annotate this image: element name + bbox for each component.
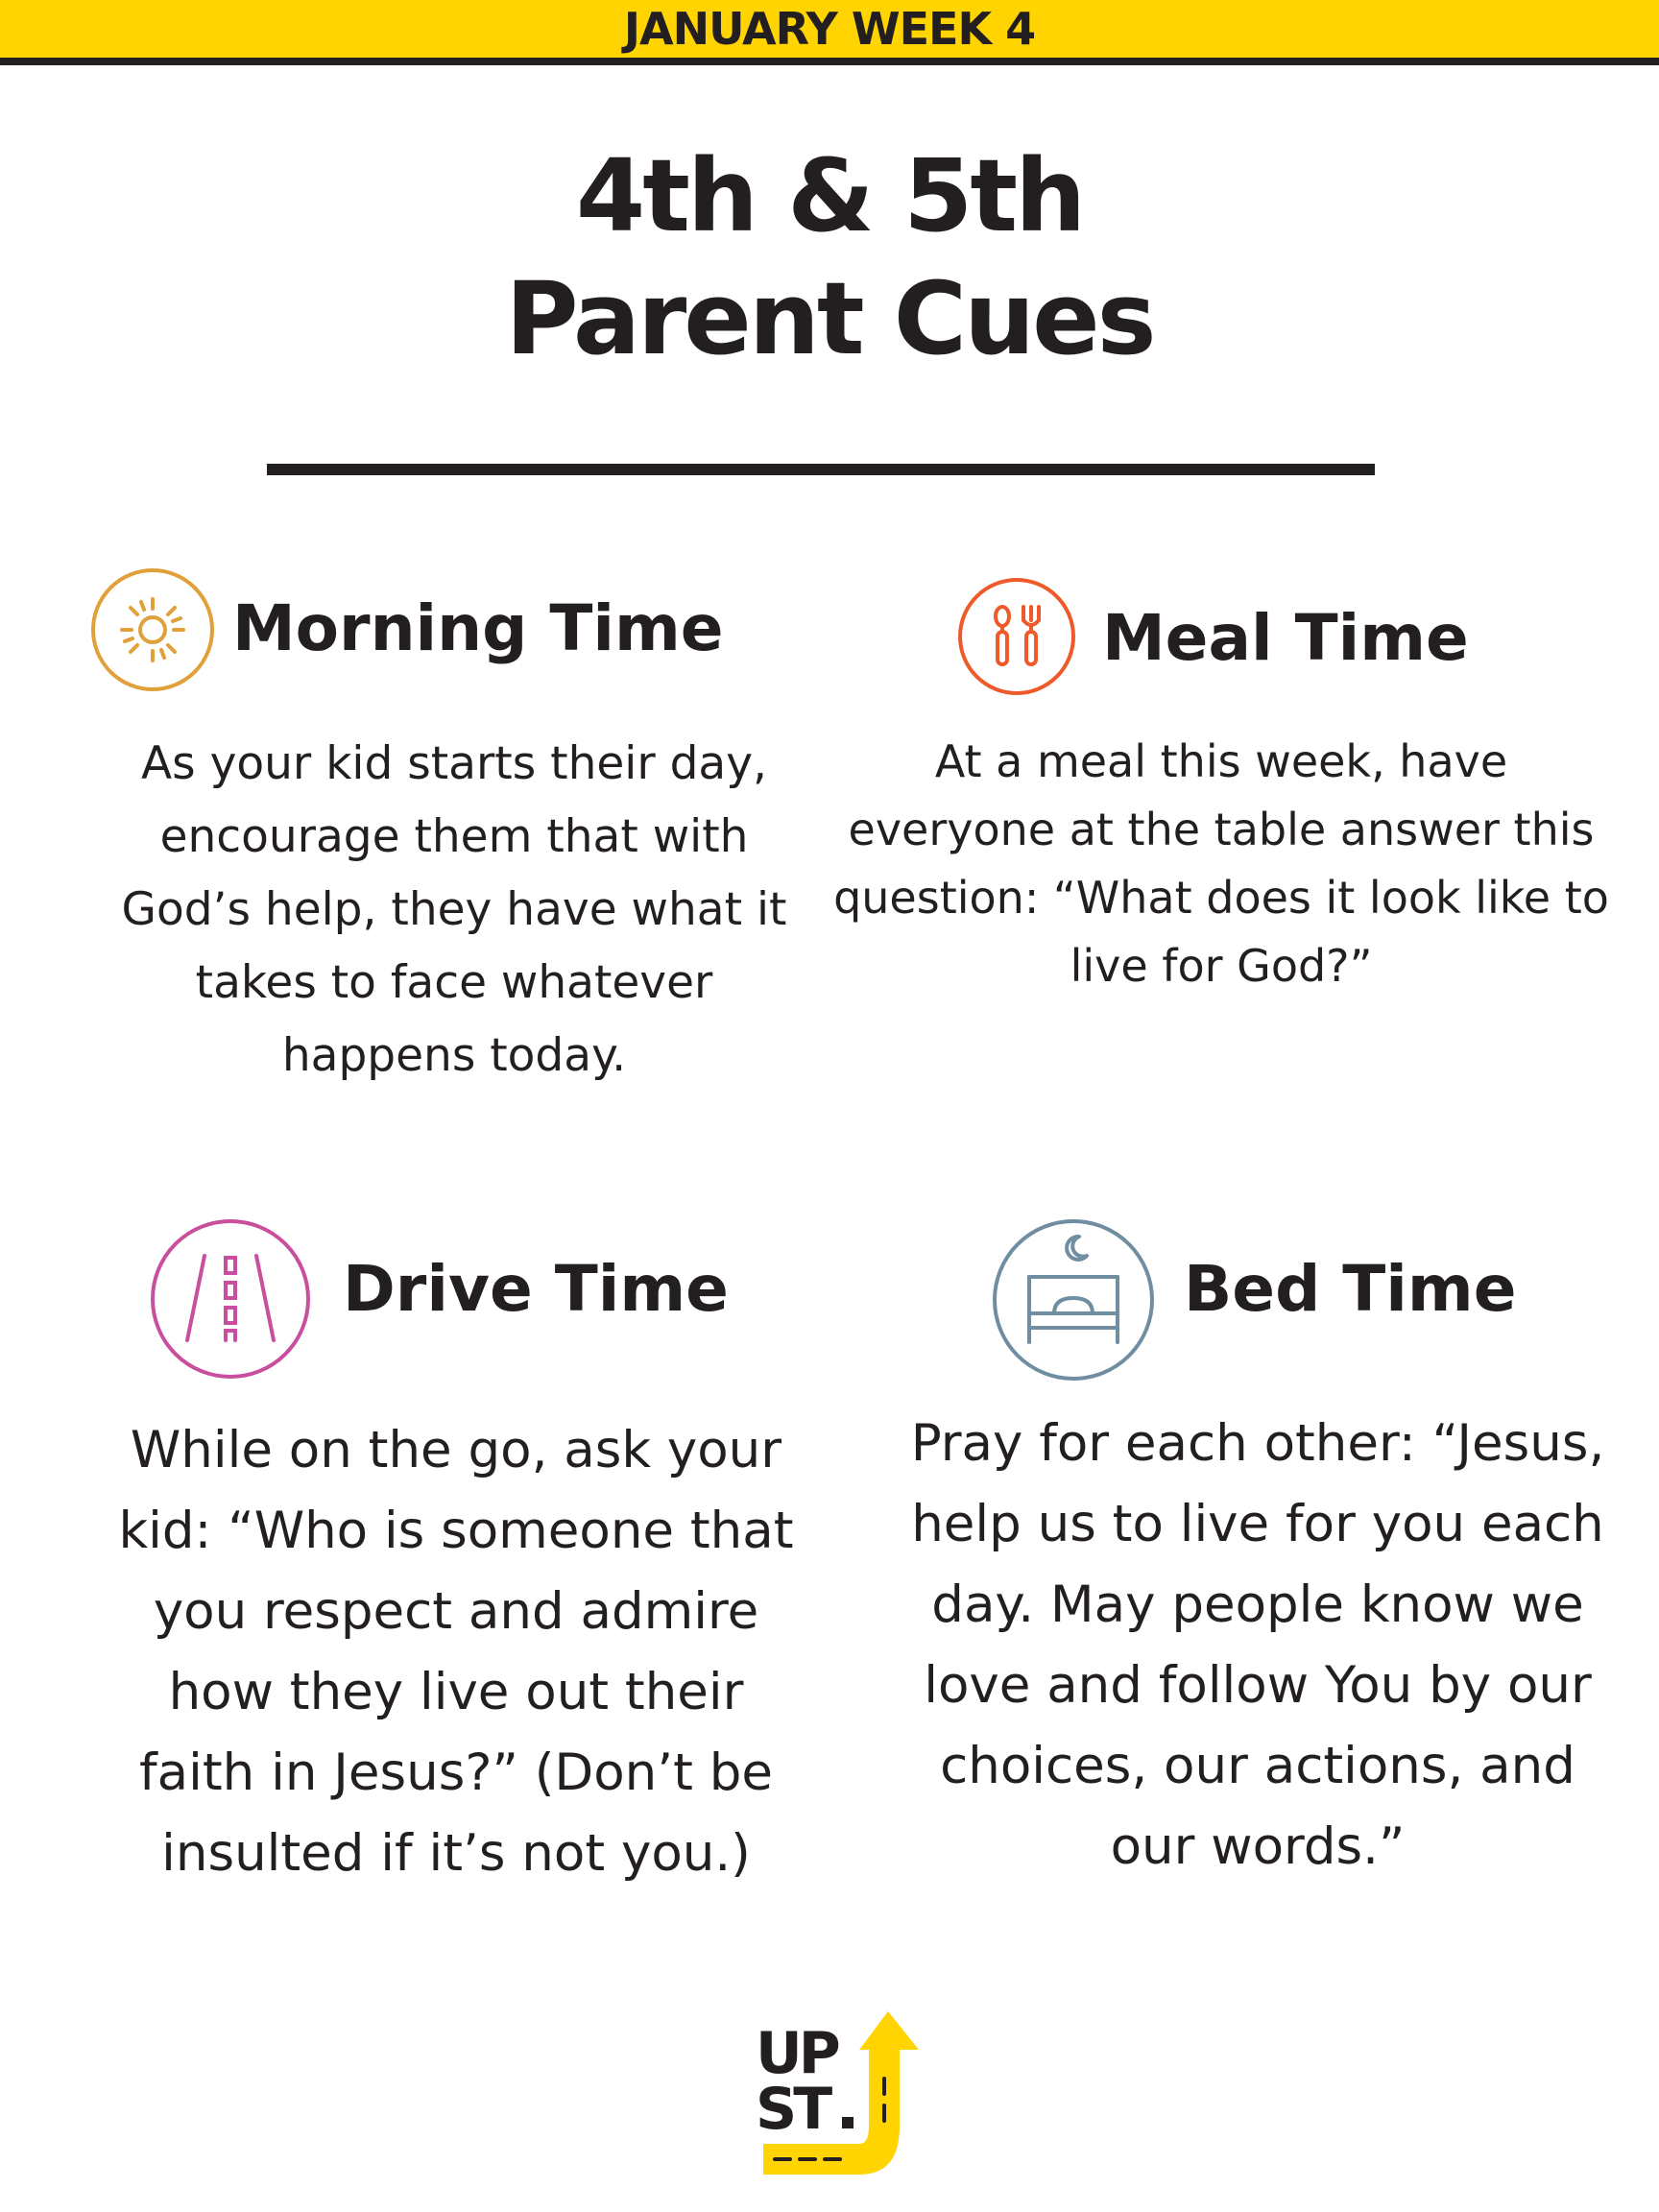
title-line-2: Parent Cues (505, 260, 1154, 377)
road-icon (149, 1217, 312, 1381)
drive-time-heading: Drive Time (343, 1252, 729, 1326)
upstreet-logo (754, 2011, 926, 2184)
bed-time-text: Pray for each other: “Jesus, help us to live for you each day. May people know we love and follow You by our choices, our actions, and our words.” (910, 1414, 1605, 1876)
meal-time-text: At a meal this week, have everyone at the table answer this question: “What does it look like to live for God?” (833, 735, 1609, 992)
utensils-icon (956, 576, 1077, 697)
bed-moon-icon (991, 1217, 1156, 1382)
top-banner (0, 0, 1659, 65)
banner-title: JANUARY WEEK 4 (623, 3, 1036, 55)
title-divider (267, 464, 1375, 475)
drive-time-text: While on the go, ask your kid: “Who is someone that you respect and admire how they live out their faith in Jesus?” (Don’t be insulted if it’s not you.) (118, 1421, 794, 1883)
sun-icon (89, 566, 216, 693)
meal-time-heading: Meal Time (1102, 601, 1469, 675)
morning-time-text: As your kid starts their day, encourage them that with God’s help, they have what it takes to face whatever happens today. (121, 737, 787, 1082)
logo-text-st: ST (756, 2076, 830, 2143)
morning-time-heading: Morning Time (232, 591, 724, 665)
logo-text-up: UP (756, 2020, 837, 2087)
bed-time-heading: Bed Time (1184, 1252, 1517, 1326)
title-line-1: 4th & 5th (575, 137, 1084, 254)
page-title (0, 134, 1659, 380)
